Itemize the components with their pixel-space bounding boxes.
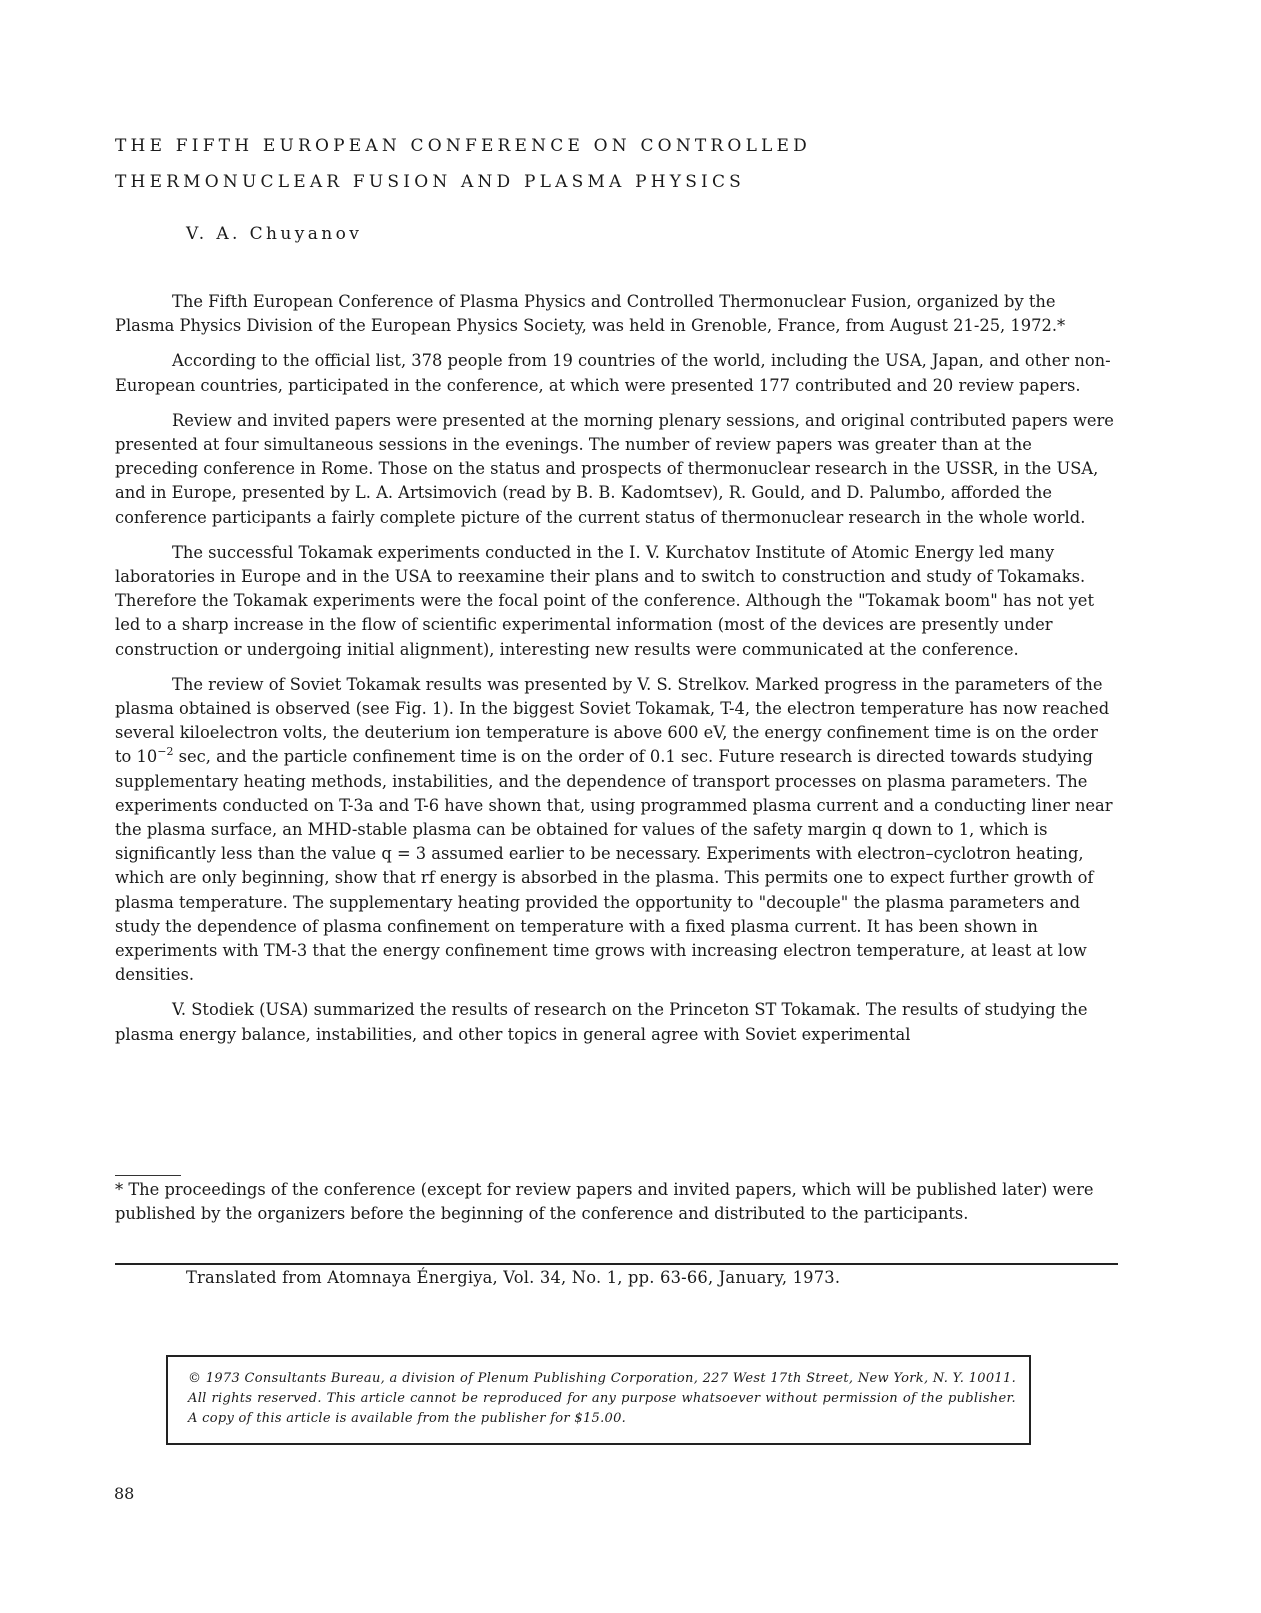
- author-name: V. A. Chuyanov: [186, 224, 363, 244]
- paragraph-2: According to the official list, 378 people from 19 countries of the world, including the USA, Japan, and other non-European countries, participated in the conference, at which were presented 177 contributed and 20 review papers.: [115, 351, 1111, 395]
- paragraph-5-part-b: sec, and the particle confinement time is on the order of 0.1 sec. Future research is directed towards studying supplementary heating methods, instabilities, and the dependence of transport processes on plasma parameters. The experiments conducted on T-3a and T-6 have shown that, using programmed plasma current and a conducting liner near the plasma surface, an MHD-stable plasma can be obtained for values of the safety margin q down to 1, which is significantly less than the value q = 3 assumed earlier to be necessary. Experiments with electron–cyclotron heating, which are only beginning, show that rf energy is absorbed in the plasma. This permits one to expect further growth of plasma temperature. The supplementary heating provided the opportunity to "decouple" the plasma parameters and study the dependence of plasma confinement on temperature with a fixed plasma current. It has been shown in experiments with TM-3 that the energy confinement time grows with increasing electron temperature, at least at low densities.: [115, 747, 1113, 985]
- paragraph-3: Review and invited papers were presented at the morning plenary sessions, and original contributed papers were presented at four simultaneous sessions in the evenings. The number of review papers was greater than at the preceding conference in Rome. Those on the status and prospects of thermonuclear research in the USSR, in the USA, and in Europe, presented by L. A. Artsimovich (read by B. B. Kadomtsev), R. Gould, and D. Palumbo, afforded the conference participants a fairly complete picture of the current status of thermonuclear research in the whole world.: [115, 410, 1114, 527]
- paragraph-4: The successful Tokamak experiments conducted in the I. V. Kurchatov Institute of Atomic Energy led many laboratories in Europe and in the USA to reexamine their plans and to switch to construction and study of Tokamaks. Therefore the Tokamak experiments were the focal point of the conference. Although the "Tokamak boom" has not yet led to a sharp increase in the flow of scientific experimental information (most of the devices are presently under construction or undergoing initial alignment), interesting new results were communicated at the conference.: [115, 542, 1094, 659]
- footnote-divider: [115, 1175, 181, 1176]
- paragraph-6: V. Stodiek (USA) summarized the results of research on the Princeton ST Tokamak. The results of studying the plasma energy balance, instabilities, and other topics in general agree with Soviet experimental: [115, 1000, 1088, 1044]
- copyright-notice: © 1973 Consultants Bureau, a division of Plenum Publishing Corporation, 227 West 17th Street, New York, N. Y. 10011. All rights reserved. This article cannot be reproduced for any purpose whatsoever without permission of the publisher. A copy of this article is available from the publisher for $15.00.: [188, 1371, 1016, 1426]
- article-body: [115, 290, 1119, 1058]
- page-number: 88: [114, 1484, 135, 1503]
- title-line-1: THE FIFTH EUROPEAN CONFERENCE ON CONTROLLED: [115, 136, 811, 156]
- title-line-2: THERMONUCLEAR FUSION AND PLASMA PHYSICS: [115, 172, 746, 192]
- copyright-box: [166, 1355, 1031, 1445]
- paragraph-5-part-a: The review of Soviet Tokamak results was presented by V. S. Strelkov. Marked progress in the parameters of the plasma obtained is observed (see Fig. 1). In the biggest Soviet Tokamak, T-4, the electron temperature has now reached several kiloelectron volts, the deuterium ion temperature is above 600 eV, the energy confinement time is on the order to 10: [115, 674, 1110, 767]
- paragraph-1: The Fifth European Conference of Plasma Physics and Controlled Thermonuclear Fusion, organized by the Plasma Physics Division of the European Physics Society, was held in Grenoble, France, from August 21-25, 1972.*: [115, 292, 1066, 336]
- page-divider: [115, 1263, 1118, 1265]
- translation-source: Translated from Atomnaya Énergiya, Vol. 34, No. 1, pp. 63-66, January, 1973.: [186, 1268, 841, 1287]
- paragraph-5: [115, 673, 1119, 988]
- footnote: * The proceedings of the conference (except for review papers and invited papers, which will be published later) were published by the organizers before the beginning of the conference and distributed to the participants.: [115, 1180, 1094, 1223]
- exponent: −2: [157, 745, 174, 759]
